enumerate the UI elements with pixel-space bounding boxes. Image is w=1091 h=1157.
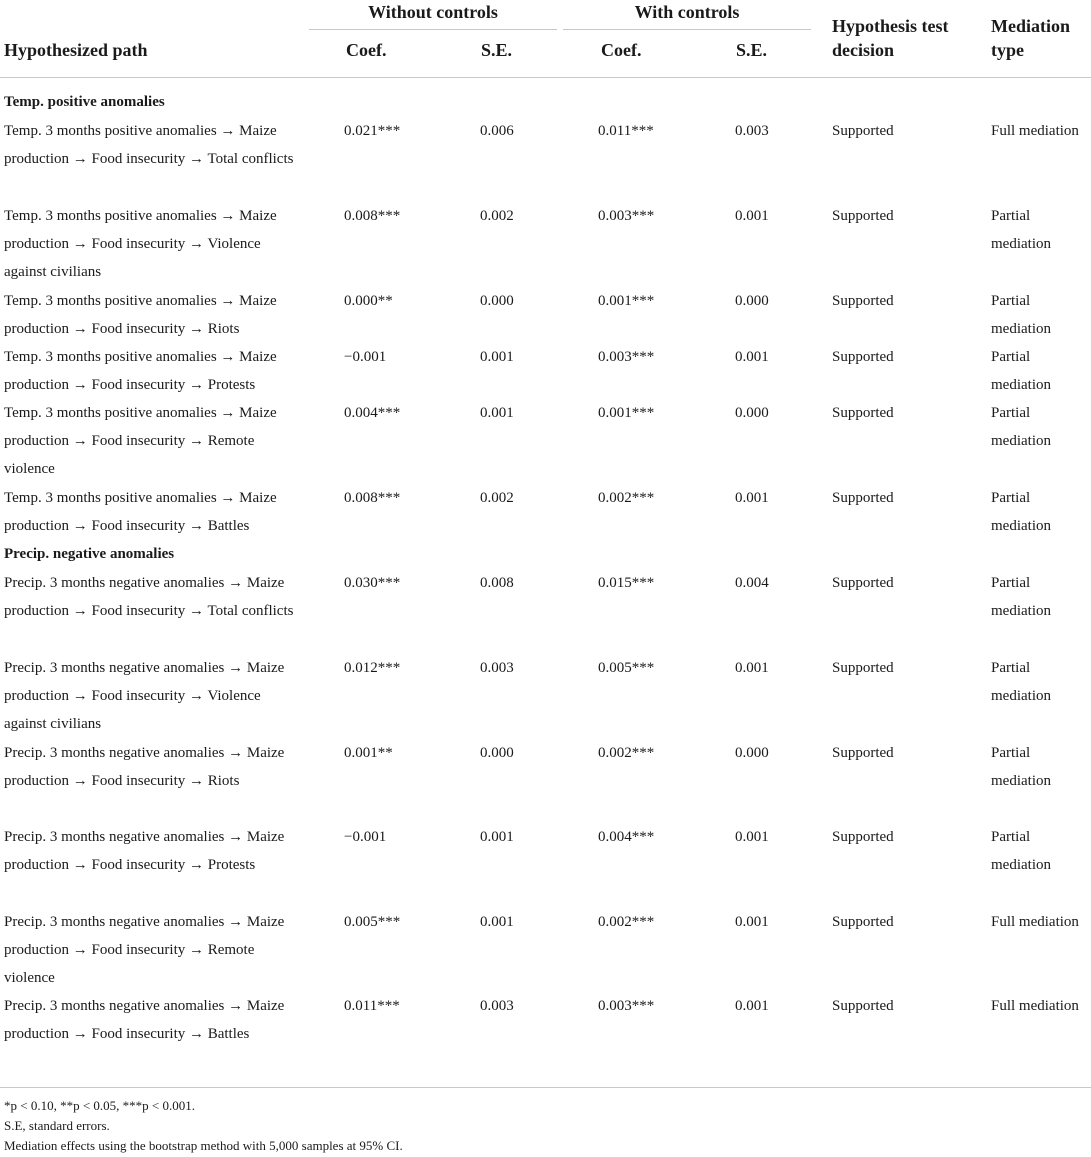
se-with: 0.001 [735, 490, 769, 506]
col-header-decision: Hypothesis test decision [832, 16, 949, 60]
col-header-path: Hypothesized path [4, 40, 148, 60]
mediation-type: Full mediation [991, 914, 1079, 930]
se-without: 0.001 [480, 405, 514, 421]
hypothesis-decision: Supported [832, 660, 894, 676]
se-with: 0.000 [735, 745, 769, 761]
row-path: Temp. 3 months positive anomalies → Maize production → Food insecurity → Riots [4, 293, 277, 337]
coef-without: 0.030*** [344, 575, 401, 591]
group-header-without-controls: Without controls [368, 2, 498, 22]
se-with: 0.001 [735, 349, 769, 365]
se-with: 0.001 [735, 998, 769, 1014]
coef-without: 0.012*** [344, 660, 401, 676]
se-without: 0.000 [480, 745, 514, 761]
col-header-se-without: S.E. [481, 40, 513, 60]
mediation-type: Partial mediation [991, 575, 1051, 619]
coef-without: 0.004*** [344, 405, 401, 421]
footnote-significance: *p < 0.10, **p < 0.05, ***p < 0.001. [4, 1098, 195, 1113]
coef-without: 0.021*** [344, 123, 401, 139]
coef-with: 0.002*** [598, 490, 655, 506]
coef-without: 0.001** [344, 745, 393, 761]
se-with: 0.001 [735, 914, 769, 930]
se-with: 0.000 [735, 293, 769, 309]
section-header: Precip. negative anomalies [4, 546, 175, 562]
mediation-type: Partial mediation [991, 208, 1051, 252]
coef-without: 0.011*** [344, 998, 400, 1014]
hypothesis-decision: Supported [832, 829, 894, 845]
mediation-type: Partial mediation [991, 829, 1051, 873]
coef-without: 0.000** [344, 293, 393, 309]
se-without: 0.002 [480, 208, 514, 224]
hypothesis-decision: Supported [832, 293, 894, 309]
se-with: 0.001 [735, 660, 769, 676]
se-with: 0.000 [735, 405, 769, 421]
se-with: 0.003 [735, 123, 769, 139]
se-without: 0.000 [480, 293, 514, 309]
coef-with: 0.015*** [598, 575, 655, 591]
col-header-se-with: S.E. [736, 40, 768, 60]
table-bottom-rule [0, 1087, 1091, 1088]
col-header-coef-with: Coef. [601, 40, 642, 60]
group-underline-with [563, 29, 811, 30]
hypothesis-decision: Supported [832, 208, 894, 224]
mediation-type: Partial mediation [991, 745, 1051, 789]
coef-with: 0.011*** [598, 123, 654, 139]
row-path: Temp. 3 months positive anomalies → Maize production → Food insecurity → Total conflicts [4, 123, 294, 167]
se-without: 0.001 [480, 914, 514, 930]
coef-with: 0.003*** [598, 208, 655, 224]
row-path: Temp. 3 months positive anomalies → Maize production → Food insecurity → Violence against civilians [4, 208, 277, 280]
coef-with: 0.001*** [598, 405, 655, 421]
row-path: Precip. 3 months negative anomalies → Maize production → Food insecurity → Riots [4, 745, 285, 789]
coef-without: −0.001 [344, 349, 387, 365]
se-without: 0.001 [480, 349, 514, 365]
se-with: 0.004 [735, 575, 769, 591]
footnote-method: Mediation effects using the bootstrap method with 5,000 samples at 95% CI. [4, 1138, 403, 1153]
se-without: 0.003 [480, 660, 514, 676]
coef-without: 0.005*** [344, 914, 401, 930]
col-header-coef-without: Coef. [346, 40, 387, 60]
hypothesis-decision: Supported [832, 998, 894, 1014]
row-path: Temp. 3 months positive anomalies → Maize production → Food insecurity → Remote violence [4, 405, 277, 477]
coef-without: 0.008*** [344, 490, 401, 506]
mediation-type: Partial mediation [991, 660, 1051, 704]
col-header-mediation: Mediation type [991, 16, 1070, 60]
hypothesis-decision: Supported [832, 123, 894, 139]
hypothesis-decision: Supported [832, 490, 894, 506]
mediation-type: Full mediation [991, 998, 1079, 1014]
mediation-type: Partial mediation [991, 405, 1051, 449]
row-path: Precip. 3 months negative anomalies → Maize production → Food insecurity → Total conflicts [4, 575, 294, 619]
group-underline-without [309, 29, 557, 30]
coef-without: 0.008*** [344, 208, 401, 224]
hypothesis-decision: Supported [832, 405, 894, 421]
hypothesis-decision: Supported [832, 349, 894, 365]
coef-with: 0.003*** [598, 349, 655, 365]
mediation-type: Partial mediation [991, 349, 1051, 393]
coef-without: −0.001 [344, 829, 387, 845]
hypothesis-decision: Supported [832, 745, 894, 761]
coef-with: 0.005*** [598, 660, 655, 676]
group-header-with-controls: With controls [634, 2, 740, 22]
footnote-se: S.E, standard errors. [4, 1118, 110, 1133]
se-with: 0.001 [735, 208, 769, 224]
coef-with: 0.002*** [598, 914, 655, 930]
hypothesis-decision: Supported [832, 914, 894, 930]
mediation-type: Partial mediation [991, 293, 1051, 337]
se-without: 0.006 [480, 123, 514, 139]
row-path: Precip. 3 months negative anomalies → Maize production → Food insecurity → Remote violence [4, 914, 285, 986]
se-with: 0.001 [735, 829, 769, 845]
header-bottom-rule [0, 77, 1091, 78]
row-path: Temp. 3 months positive anomalies → Maize production → Food insecurity → Protests [4, 349, 277, 393]
mediation-type: Partial mediation [991, 490, 1051, 534]
se-without: 0.008 [480, 575, 514, 591]
hypothesis-decision: Supported [832, 575, 894, 591]
coef-with: 0.002*** [598, 745, 655, 761]
se-without: 0.002 [480, 490, 514, 506]
coef-with: 0.004*** [598, 829, 655, 845]
coef-with: 0.001*** [598, 293, 655, 309]
row-path: Precip. 3 months negative anomalies → Maize production → Food insecurity → Violence against civilians [4, 660, 285, 732]
se-without: 0.001 [480, 829, 514, 845]
row-path: Precip. 3 months negative anomalies → Maize production → Food insecurity → Protests [4, 829, 285, 873]
coef-with: 0.003*** [598, 998, 655, 1014]
row-path: Temp. 3 months positive anomalies → Maize production → Food insecurity → Battles [4, 490, 277, 534]
se-without: 0.003 [480, 998, 514, 1014]
mediation-type: Full mediation [991, 123, 1079, 139]
section-header: Temp. positive anomalies [4, 94, 165, 110]
row-path: Precip. 3 months negative anomalies → Maize production → Food insecurity → Battles [4, 998, 285, 1042]
